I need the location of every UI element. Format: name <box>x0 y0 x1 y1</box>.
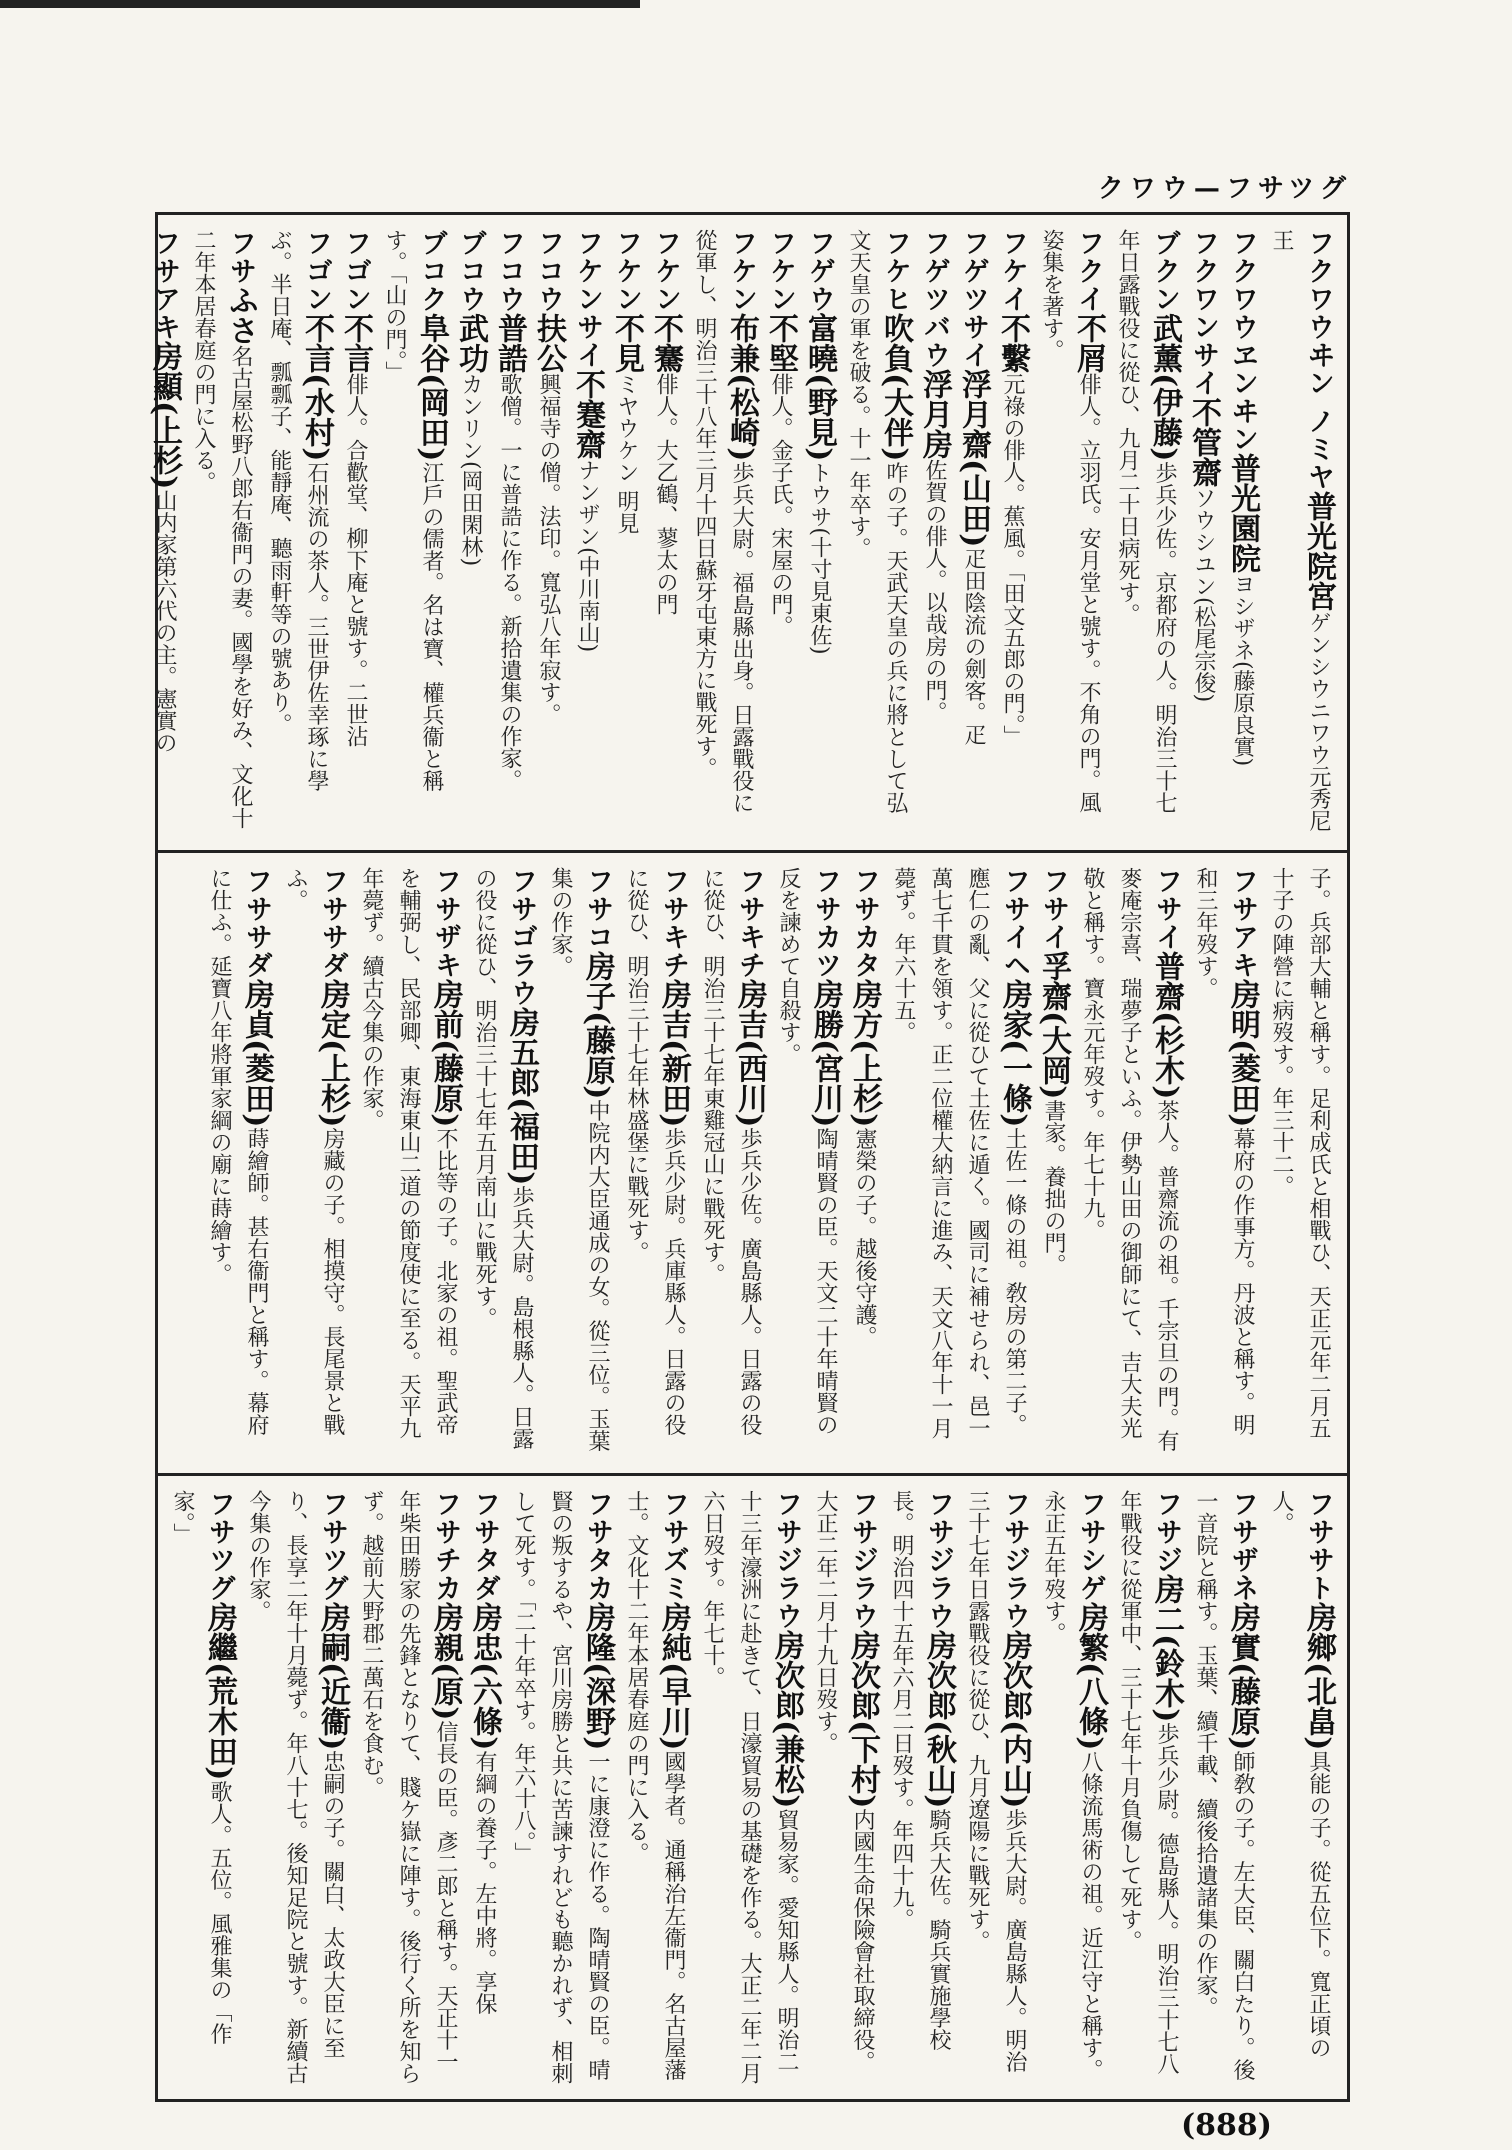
entry-definition: 山内家第六代の主。憲實の <box>152 489 177 754</box>
entry-definition: 歌僧。一に普誥に作る。新拾遺集の作家。 <box>497 373 522 791</box>
entry-reading: フクイ <box>1073 229 1104 313</box>
entry-reading: フケヒ <box>880 229 911 313</box>
entry-headword: 房吉(新田) <box>656 979 691 1128</box>
entry-reading: フサジラウ <box>847 1490 878 1630</box>
entry-headword: 扶公 <box>531 313 566 373</box>
dictionary-entry <box>959 1490 1033 2085</box>
entry-reading: フサゴラウ <box>506 867 537 1007</box>
dictionary-entry <box>1035 867 1072 1456</box>
entry-reading: フコウ <box>533 229 564 313</box>
entry-headword: 不騫 <box>648 313 683 373</box>
entry-headword: 房五郎(福田) <box>504 1007 539 1186</box>
entry-reading: ブクン <box>1149 229 1180 313</box>
entry-reading: フサキチ <box>658 867 689 979</box>
entry-reading: フササト <box>1303 1490 1334 1602</box>
entry-headword: 布兼(松崎) <box>724 313 759 462</box>
entry-reading: フサタカ <box>582 1490 613 1602</box>
entry-reading: フサジラウ <box>999 1490 1030 1630</box>
dictionary-entry <box>466 1490 503 2085</box>
entry-reading: フサチカ <box>430 1490 461 1602</box>
column-band-middle <box>158 850 1347 1470</box>
entry-reading: フサツグ <box>317 1490 348 1602</box>
entry-headword: 房次郎(内山) <box>997 1630 1032 1809</box>
entry-definition: 陶晴賢の臣。天文二十年晴賢の反を諫めて自殺す。 <box>776 867 838 1436</box>
dictionary-entry <box>647 229 684 833</box>
entry-reading: フササダ <box>317 867 348 979</box>
entry-reading: ブコク <box>416 229 447 313</box>
entry-headword: 房次郎(兼松) <box>769 1630 804 1809</box>
entry-definition: 中院内大臣通成の女。從三位。玉葉集の作家。 <box>548 867 610 1452</box>
entry-reading: フサジラウ <box>771 1490 802 1630</box>
entry-headword: 房鄉(北畠) <box>1301 1602 1336 1751</box>
dictionary-entry <box>1185 229 1222 833</box>
entry-reading: フクワウヱンヰン <box>1227 229 1258 453</box>
entry-definition: 咋の子。天武天皇の兵に將として弘文天皇の軍を破る。十一年卒す。 <box>846 229 908 814</box>
entry-headword: 房親(原) <box>428 1602 463 1721</box>
entry-definition: 八條流馬術の祖。近江守と稱す。永正五年歿す。 <box>1041 1490 1103 2081</box>
entry-definition: 俳人。合歡堂、柳下庵と號す。二世沾 <box>343 373 368 747</box>
entry-reading: フクワンサイ <box>1188 229 1219 397</box>
entry-definition: カンリン(岡田閑林) <box>458 373 483 567</box>
entry-headword: 房勝(宮川) <box>808 979 843 1128</box>
entry-definition: 有綱の養子。左中將。享保 <box>472 1750 497 2015</box>
dictionary-entry <box>885 867 1033 1456</box>
entry-definition: ソウシユン(松尾宗俊) <box>1191 487 1216 703</box>
page-number: (888) <box>1180 2108 1272 2143</box>
entry-headword: 房明(菱田) <box>1225 979 1260 1128</box>
dictionary-entry <box>694 1490 805 2085</box>
entry-reading: フサザネ <box>1227 1490 1258 1602</box>
entry-definition: 俳人。立羽氏。安月堂と號す。不角の門。風姿集を著す。 <box>1039 229 1101 813</box>
entry-reading: フクワウヰン ノミヤ <box>1303 229 1334 492</box>
entry-reading: フサキチ <box>734 867 765 979</box>
entry-reading: フサシゲ <box>1075 1490 1106 1602</box>
entry-reading: フサイヘ <box>999 867 1030 979</box>
entry-headword: ふさ <box>223 285 258 345</box>
dictionary-entry <box>883 1490 957 2085</box>
entry-definition: 内國生命保險會社取締役。大正二年二月十九日歿す。 <box>813 1490 875 2073</box>
dictionary-entry <box>1263 1490 1337 2085</box>
entry-definition: 土佐一條の祖。敎房の第二子。應仁の亂、父に從ひて土佐に遁く。國司に補せられ、邑一萬七千貫を領す。正二位權大納言に進み、天文八年十一月薨ず。年六十五。 <box>891 867 1027 1439</box>
entry-headword: 阜谷(岡田) <box>414 313 449 462</box>
dictionary-entry <box>452 229 489 833</box>
entry-reading: フケン <box>611 229 642 313</box>
entry-reading: フサズミ <box>658 1490 689 1602</box>
entry-reading: フサツグ <box>204 1490 235 1602</box>
entry-headword: 房顯(上杉) <box>147 341 182 490</box>
top-rule <box>0 0 640 8</box>
dictionary-entry <box>916 229 953 833</box>
entry-headword: 吹負(大伴) <box>878 313 913 462</box>
dictionary-entry <box>1109 229 1183 833</box>
dictionary-entry <box>694 867 768 1456</box>
entry-reading: フケン <box>726 229 757 313</box>
entry-definition: 信長の臣。彥二郎と稱す。天正十一年柴田勝家の先鋒となりて、賤ケ嶽に陣す。後行く所を知らず。越前大野郡二萬石を食む。 <box>359 1490 458 2084</box>
dictionary-entry <box>618 867 692 1456</box>
entry-reading: フサジラウ <box>923 1490 954 1630</box>
entry-headword: 普光院宮 <box>1301 491 1336 612</box>
entry-headword: 房嗣(近衞) <box>315 1602 350 1751</box>
dictionary-entry <box>1033 229 1107 833</box>
entry-headword: 房子(藤原) <box>580 951 615 1100</box>
entry-reading: フケン <box>765 229 796 313</box>
running-head: クワウ—フサツグ <box>1097 174 1352 204</box>
dictionary-entry <box>353 867 464 1456</box>
column-band-bottom <box>158 1473 1347 2099</box>
entry-headword: 不堅 <box>763 313 798 373</box>
entry-reading: フサタダ <box>469 1490 500 1602</box>
entry-headword: 浮月房 <box>917 369 952 459</box>
entry-headword: 房家(一條) <box>997 979 1032 1128</box>
dictionary-entry <box>201 867 275 1456</box>
entry-definition: 師敎の子。左大臣、關白たり。後一音院と稱す。玉葉、續千載、續後拾遺諸集の作家。 <box>1193 1490 1255 2081</box>
dictionary-entry <box>277 867 351 1456</box>
dictionary-entry <box>955 229 992 833</box>
entry-definition: ゲンシウニワウ元秀尼王 <box>1269 229 1331 832</box>
entry-definition: 茶人。普齋流の祖。千宗旦の門。有麥庵宗喜、瑞夢子といふ。伊勢山田の御師にて、吉大夫光敬と稱す。寶永元年歿す。年七十九。 <box>1080 867 1179 1452</box>
entry-headword: 孚齋(大岡) <box>1036 951 1071 1100</box>
entry-headword: 不繫 <box>995 313 1030 373</box>
entry-reading: フサ <box>225 229 256 285</box>
entry-headword: 普齋(杉木) <box>1149 951 1184 1100</box>
entry-definition: 幕府の作事方。丹波と稱す。明和三年歿す。 <box>1193 867 1255 1436</box>
entry-headword: 房忠(六條) <box>467 1602 502 1751</box>
entry-reading: フコウ <box>494 229 525 313</box>
entry-definition: 疋田陰流の劍客。疋 <box>961 547 986 746</box>
entry-headword: 房二(鈴木) <box>1149 1574 1184 1723</box>
entry-reading: フケン <box>650 229 681 313</box>
dictionary-entry <box>164 1490 238 2085</box>
dictionary-entry <box>1074 867 1185 1456</box>
entry-definition: ヨシザネ(藤原良實) <box>1230 573 1255 767</box>
entry-headword: 不見 <box>609 313 644 373</box>
dictionary-entry <box>846 867 883 1456</box>
entry-definition: 國學者。通稱治左衞門。名古屋藩士。文化十二年本居春庭の門に入る。 <box>624 1490 686 2081</box>
entry-reading: フサイ <box>1038 867 1069 951</box>
entry-headword: 房次郎(下村) <box>845 1630 880 1809</box>
entry-definition: 名古屋松野八郎右衞門の妻。國學を好み、文化十二年本居春庭の門に入る。 <box>191 229 253 829</box>
entry-headword: 不蹇齋 <box>570 369 605 459</box>
entry-reading: ブコウ <box>455 229 486 313</box>
entry-reading: フゲツバウ <box>919 229 950 369</box>
entry-definition: 歩兵大尉。廣島縣人。明治三十七年日露戰役に從ひ、九月遼陽に戰死す。 <box>965 1490 1027 2073</box>
entry-headword: 不屑 <box>1071 313 1106 373</box>
entry-headword: 房貞(菱田) <box>239 979 274 1128</box>
entry-definition: 子。兵部大輔と稱す。足利成氏と相戰ひ、天正元年二月五十子の陣營に病歿す。年三十二。 <box>1269 867 1331 1439</box>
dictionary-entry <box>1187 1490 1261 2085</box>
dictionary-entry <box>840 229 914 833</box>
entry-headword: 富曉(野見) <box>802 313 837 462</box>
entry-definition: 歩兵少尉。兵庫縣人。日露の役に從ひ、明治三十七年林盛堡に戰死す。 <box>624 867 686 1436</box>
dictionary-entry <box>530 229 567 833</box>
entry-definition: ミヤウケン 明見 <box>614 373 639 534</box>
entry-reading: フゲツサイ <box>958 229 989 369</box>
entry-reading: フサコ <box>582 867 613 951</box>
dictionary-entry <box>1263 867 1337 1456</box>
dictionary-entry <box>618 1490 692 2085</box>
dictionary-entry <box>569 229 606 833</box>
dictionary-entry <box>1111 1490 1185 2085</box>
entry-headword: 房繁(八條) <box>1073 1602 1108 1751</box>
entry-headword: 武功 <box>453 313 488 373</box>
entry-reading: フケイ <box>997 229 1028 313</box>
dictionary-entry <box>608 229 645 833</box>
entry-reading: フサカタ <box>849 867 880 979</box>
dictionary-entry <box>542 867 616 1456</box>
entry-definition: 蒔繪師。甚右衞門と稱す。幕府に仕ふ。延寶八年將軍家綱の廟に蒔繪す。 <box>207 867 269 1436</box>
entry-headword: 不言(水村) <box>299 313 334 462</box>
entry-definition: 元祿の俳人。蕉風。「田文五郎の門。」 <box>1000 373 1025 747</box>
entry-reading: フゴン <box>301 229 332 313</box>
entry-definition: 俳人。大乙鶴、蓼太の門 <box>653 373 678 615</box>
dictionary-entry <box>994 229 1031 833</box>
entry-definition: 江戶の儒者。名は寶、權兵衞と稱す。「山の門。」 <box>382 229 444 792</box>
dictionary-entry <box>466 867 540 1456</box>
dictionary-entry <box>185 229 259 833</box>
entry-definition: 歩兵大尉。福島縣出身。日露戰役に從軍し、明治三十八年三月十四日蘇牙屯東方に戰死す。 <box>692 229 754 814</box>
entry-headword: 房純(早川) <box>656 1602 691 1751</box>
entry-headword: 房次郎(秋山) <box>921 1630 956 1809</box>
entry-reading: フサカツ <box>810 867 841 979</box>
entry-definition: 騎兵大佐。騎兵實施學校長。明治四十五年六月二日歿す。年四十九。 <box>889 1490 951 2051</box>
entry-definition: 不比等の子。北家の祖。聖武帝を輔弼し、民部卿、東海東山二道の節度使に至る。天平九年薨ず。續古今集の作家。 <box>359 867 458 1439</box>
entry-definition: 佐賀の俳人。以哉房の門。 <box>922 459 947 723</box>
entry-definition: 書家。養拙の門。 <box>1041 1099 1066 1276</box>
dictionary-entry <box>353 1490 464 2085</box>
entry-reading: フゴン <box>340 229 371 313</box>
entry-definition: 興福寺の僧。法印。寬弘八年寂す。 <box>536 373 561 725</box>
entry-definition: 歩兵大尉。島根縣人。日露の役に從ひ、明治三十七年五月南山に戰死す。 <box>472 867 534 1450</box>
dictionary-entry <box>146 229 183 833</box>
entry-reading: フサアキ <box>1227 867 1258 979</box>
entry-definition: 俳人。金子氏。宋屋の門。 <box>768 373 793 637</box>
entry-reading: フケンサイ <box>572 229 603 369</box>
entry-headword: 浮月齋(山田) <box>956 369 991 548</box>
dictionary-entry <box>770 867 844 1456</box>
dictionary-entry <box>337 229 374 833</box>
entry-headword: 房實(藤原) <box>1225 1602 1260 1751</box>
entry-reading: フゲウ <box>804 229 835 313</box>
entry-reading: フサアキ <box>149 229 180 341</box>
entry-headword: 房吉(西川) <box>732 979 767 1128</box>
entry-headword: 房隆(深野) <box>580 1602 615 1751</box>
entry-headword: 不管齋 <box>1186 397 1221 487</box>
entry-headword: 房方(上杉) <box>847 979 882 1128</box>
entry-headword: 普光園院 <box>1225 453 1260 573</box>
entry-reading: フササダ <box>241 867 272 979</box>
dictionary-entry <box>801 229 838 833</box>
dictionary-entry <box>1187 867 1261 1456</box>
dictionary-entry <box>491 229 528 833</box>
entry-definition: 貿易家。愛知縣人。明治二十三年濠洲に赴きて、日濠貿易の基礎を作る。大正二年二月六日歿す。年七十。 <box>700 1490 799 2084</box>
entry-headword: 房前(藤原) <box>428 979 463 1128</box>
dictionary-entry <box>376 229 450 833</box>
entry-definition: 具能の子。從五位下。寬正頃の人。 <box>1269 1490 1331 2059</box>
entry-definition: トウサ(十寸見東佐) <box>807 461 832 655</box>
entry-headword: 房定(上杉) <box>315 979 350 1128</box>
dictionary-entry <box>240 1490 351 2085</box>
entry-headword: 不言 <box>338 313 373 373</box>
entry-definition: 歌人。五位。風雅集の「作家。」 <box>170 1490 232 2045</box>
dictionary-entry <box>261 229 335 833</box>
dictionary-entry <box>1263 229 1337 833</box>
entry-definition: 憲榮の子。越後守護。 <box>852 1127 877 1348</box>
entry-reading: フサザキ <box>430 867 461 979</box>
entry-headword: 普誥 <box>492 313 527 373</box>
dictionary-entry <box>505 1490 616 2085</box>
entry-headword: 房繼(荒木田) <box>202 1602 237 1781</box>
column-band-top <box>147 215 1347 847</box>
entry-definition: 一に康澄に作る。陶晴賢の臣。晴賢の叛するや、宮川房勝と共に苦諫すれども聽かれず、相刺して死す。「二十年卒す。年六十八。」 <box>511 1490 610 2084</box>
dictionary-entry <box>1035 1490 1109 2085</box>
entry-reading: フサジ <box>1151 1490 1182 1574</box>
entry-definition: 石州流の茶人。三世伊佐幸琢に學ぶ。半日庵、瓢瓢子、能靜庵、聽雨軒等の號あり。 <box>267 229 329 792</box>
dictionary-entry <box>686 229 760 833</box>
entry-definition: ナンザン(中川南山) <box>575 459 600 653</box>
entry-definition: 忠嗣の子。關白、太政大臣に至り、長享二年十月薨ず。年八十七。後知足院と號す。新續古今集の作家。 <box>246 1490 345 2084</box>
dictionary-entry <box>762 229 799 833</box>
entry-definition: 房藏の子。相摸守。長尾景と戰ふ。 <box>283 867 345 1436</box>
entry-definition: 歩兵少佐。京都府の人。明治三十七年日露戰役に從ひ、九月二十日病死す。 <box>1115 229 1177 814</box>
entry-definition: 歩兵少佐。廣島縣人。日露の役に從ひ、明治三十七年東雞冠山に戰死す。 <box>700 867 762 1436</box>
entry-definition: 歩兵少尉。德島縣人。明治三十七八年戰役に從軍中、三十七年十月負傷して死す。 <box>1117 1490 1179 2075</box>
entry-reading: フサイ <box>1151 867 1182 951</box>
dictionary-entry <box>807 1490 881 2085</box>
dictionary-entry <box>1224 229 1261 833</box>
entry-headword: 武薰(伊藤) <box>1147 313 1182 462</box>
